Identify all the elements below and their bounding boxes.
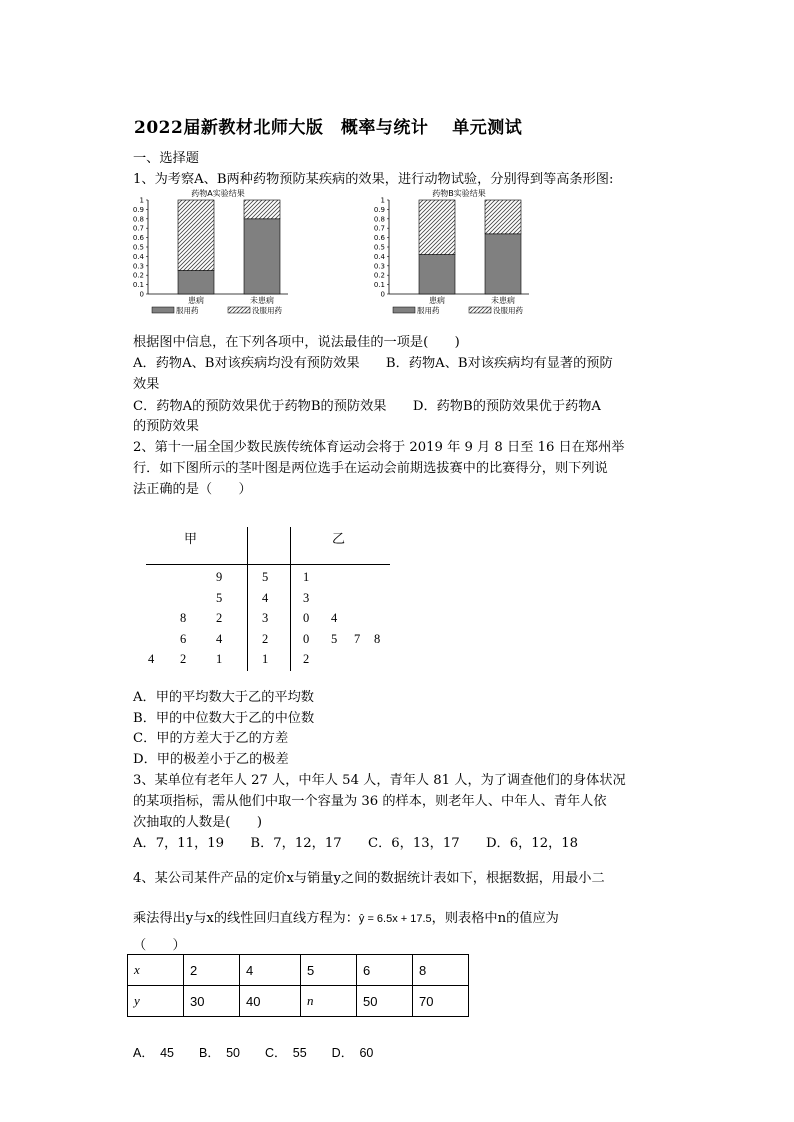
chart-b-xlabel-1: 未患病	[491, 296, 515, 305]
table-cell: 5	[301, 955, 357, 986]
chart-b-ytick-label: 0.6	[373, 234, 385, 243]
q2-option-b: B．甲的中位数大于乙的中位数	[133, 711, 315, 726]
chart-b-ytick-label: 0	[380, 290, 385, 299]
table-cell: 2	[184, 955, 240, 986]
table-row	[128, 986, 469, 1017]
q4-line2-b: ，则表格中n的值应为	[431, 911, 559, 926]
chart-a-ytick-label: 0.2	[132, 271, 144, 280]
chart-b-legend-0: 服用药	[417, 306, 440, 315]
chart-a-ytick-label: 0.9	[132, 205, 144, 214]
chart-a-xlabel-0: 患病	[188, 296, 204, 305]
q4-line2	[133, 907, 559, 926]
table-cell: 8	[413, 955, 469, 986]
chart-b-bar-0-1	[419, 200, 455, 255]
q1-option-cd-cont: 的预防效果	[133, 419, 199, 434]
chart-b-ytick-label: 0.1	[373, 281, 385, 290]
q2-option-d: D．甲的极差小于乙的极差	[133, 752, 289, 767]
q1-stem: 1、为考察A、B两种药物预防某疾病的效果，进行动物试验，分别得到等高条形图:	[133, 172, 614, 187]
chart-b-ytick-label: 0.5	[373, 243, 385, 252]
chart-b-legend-swatch-1	[469, 307, 491, 313]
chart-a-bar-0-1	[178, 200, 214, 271]
chart-b	[369, 186, 534, 318]
stem-leaf-left-leaf: 5	[216, 590, 223, 605]
stem-leaf-right-leaf: 0	[303, 611, 310, 625]
chart-a-legend-swatch-0	[152, 307, 174, 313]
q3-options: A．7，11，19 B．7，12，17 C．6，13，17 D．6，12，18	[133, 836, 579, 851]
q1-option-cd: C．药物A的预防效果优于药物B的预防效果 D．药物B的预防效果优于药物A	[133, 399, 601, 414]
chart-a-legend-0: 服用药	[176, 306, 199, 315]
q2-line1: 2、第十一届全国少数民族传统体育运动会将于 2019 年 9 月 8 日至 16 日在郑州举	[133, 440, 625, 455]
chart-b-ytick-label: 0.7	[373, 224, 385, 233]
chart-a-bar-1-0	[244, 219, 280, 294]
chart-a-ytick-label: 0.8	[132, 215, 144, 224]
table-cell: 30	[184, 986, 240, 1017]
stem-leaf-left-leaf: 1	[216, 652, 223, 666]
chart-b-bar-0-0	[419, 255, 455, 294]
chart-b-ytick-label: 1	[380, 196, 385, 205]
stem-leaf-right-leaf: 7	[354, 631, 361, 646]
stem-leaf-stem: 1	[262, 652, 269, 666]
table-cell: 40	[240, 986, 301, 1017]
stem-leaf-right-leaf: 5	[331, 631, 338, 646]
chart-a-ytick-label: 0.6	[132, 234, 144, 243]
page-title: 2022届新教材北师大版 概率与统计 单元测试	[134, 118, 523, 138]
stem-leaf-left-leaf: 4	[216, 631, 223, 646]
stem-leaf-left-leaf: 8	[180, 611, 187, 625]
chart-a-ytick-label: 0.4	[132, 252, 144, 261]
stem-leaf-right-leaf: 2	[303, 652, 310, 666]
chart-a-title: 药物A实验结果	[191, 189, 245, 198]
chart-b-legend-swatch-0	[393, 307, 415, 313]
stem-leaf-stem: 5	[262, 570, 269, 584]
stem-leaf-stem: 4	[262, 590, 269, 605]
stem-leaf-right-leaf: 3	[303, 590, 310, 605]
chart-b-bar-1-1	[485, 200, 521, 234]
table-cell: y	[128, 986, 184, 1017]
q4-line1: 4、某公司某件产品的定价x与销量y之间的数据统计表如下，根据数据，用最小二	[133, 871, 605, 886]
q3-line3: 次抽取的人数是( )	[133, 815, 262, 830]
chart-a	[128, 186, 293, 318]
q3-line1: 3、某单位有老年人 27 人，中年人 54 人，青年人 81 人，为了调查他们的身体状况	[133, 773, 626, 788]
chart-a-ytick-label: 0	[139, 290, 144, 299]
q4-equation: ŷ = 6.5x + 17.5	[358, 913, 432, 925]
stem-leaf-left-leaf: 9	[216, 570, 223, 584]
table-cell: x	[128, 955, 184, 986]
q2-line2: 行．如下图所示的茎叶图是两位选手在运动会前期选拔赛中的比赛得分，则下列说	[133, 461, 608, 476]
q4-options: A． 45 B． 50 C． 55 D． 60	[133, 1046, 374, 1060]
chart-a-ytick-label: 0.1	[132, 281, 144, 290]
chart-a-legend-1: 没服用药	[252, 306, 282, 315]
section-heading: 一、选择题	[133, 151, 199, 166]
stem-leaf-left-leaf: 4	[148, 652, 155, 666]
stem-leaf-right-leaf: 0	[303, 631, 310, 646]
stem-leaf-right-leaf: 4	[331, 611, 338, 625]
stem-leaf-left-leaf: 6	[180, 631, 187, 646]
stem-leaf-right-leaf: 8	[374, 631, 381, 646]
table-cell: n	[301, 986, 357, 1017]
q4-line3: （ ）	[133, 938, 186, 953]
q1-option-ab: A．药物A、B对该疾病均没有预防效果 B．药物A、B对该疾病均有显著的预防	[133, 356, 613, 371]
q1-option-ab-cont: 效果	[133, 377, 160, 392]
table-cell: 4	[240, 955, 301, 986]
chart-b-ytick-label: 0.8	[373, 215, 385, 224]
stem-leaf-right-leaf: 1	[303, 570, 310, 584]
stem-leaf-plot	[140, 520, 400, 670]
table-cell: 6	[357, 955, 413, 986]
chart-b-title: 药物B实验结果	[432, 189, 486, 198]
chart-a-ytick-label: 0.7	[132, 224, 144, 233]
stem-leaf-header-right: 乙	[332, 531, 346, 546]
chart-a-legend-swatch-1	[228, 307, 250, 313]
chart-a-ytick-label: 0.3	[132, 262, 144, 271]
q2-option-a: A．甲的平均数大于乙的平均数	[133, 690, 314, 705]
stem-leaf-stem: 2	[262, 631, 269, 646]
stem-leaf-left-leaf: 2	[180, 652, 187, 666]
chart-a-ytick-label: 1	[139, 196, 144, 205]
chart-b-xlabel-0: 患病	[429, 296, 445, 305]
q3-line2: 的某项指标，需从他们中取一个容量为 36 的样本，则老年人、中年人、青年人依	[133, 794, 607, 809]
table-row	[128, 955, 469, 986]
stem-leaf-left-leaf: 2	[216, 611, 223, 625]
stem-leaf-hline	[146, 564, 390, 565]
stem-leaf-stem: 3	[262, 611, 269, 625]
chart-a-bar-1-1	[244, 200, 280, 219]
stem-leaf-vline-left	[247, 527, 248, 671]
q2-option-c: C．甲的方差大于乙的方差	[133, 731, 289, 746]
chart-a-xlabel-1: 未患病	[250, 296, 274, 305]
chart-b-ytick-label: 0.4	[373, 252, 385, 261]
chart-b-legend-1: 没服用药	[493, 306, 523, 315]
chart-b-ytick-label: 0.3	[373, 262, 385, 271]
table-cell: 70	[413, 986, 469, 1017]
chart-a-ytick-label: 0.5	[132, 243, 144, 252]
q2-line3: 法正确的是（ ）	[133, 482, 252, 497]
stem-leaf-header-left: 甲	[184, 531, 198, 546]
q4-line2-a: 乘法得出y与x的线性回归直线方程为：	[133, 911, 359, 926]
q1-question: 根据图中信息，在下列各项中，说法最佳的一项是( )	[133, 335, 460, 350]
stem-leaf-vline-right	[290, 527, 291, 671]
q4-data-table	[127, 954, 469, 1017]
chart-b-ytick-label: 0.9	[373, 205, 385, 214]
chart-b-ytick-label: 0.2	[373, 271, 385, 280]
table-cell: 50	[357, 986, 413, 1017]
chart-b-bar-1-0	[485, 234, 521, 294]
chart-a-bar-0-0	[178, 271, 214, 295]
